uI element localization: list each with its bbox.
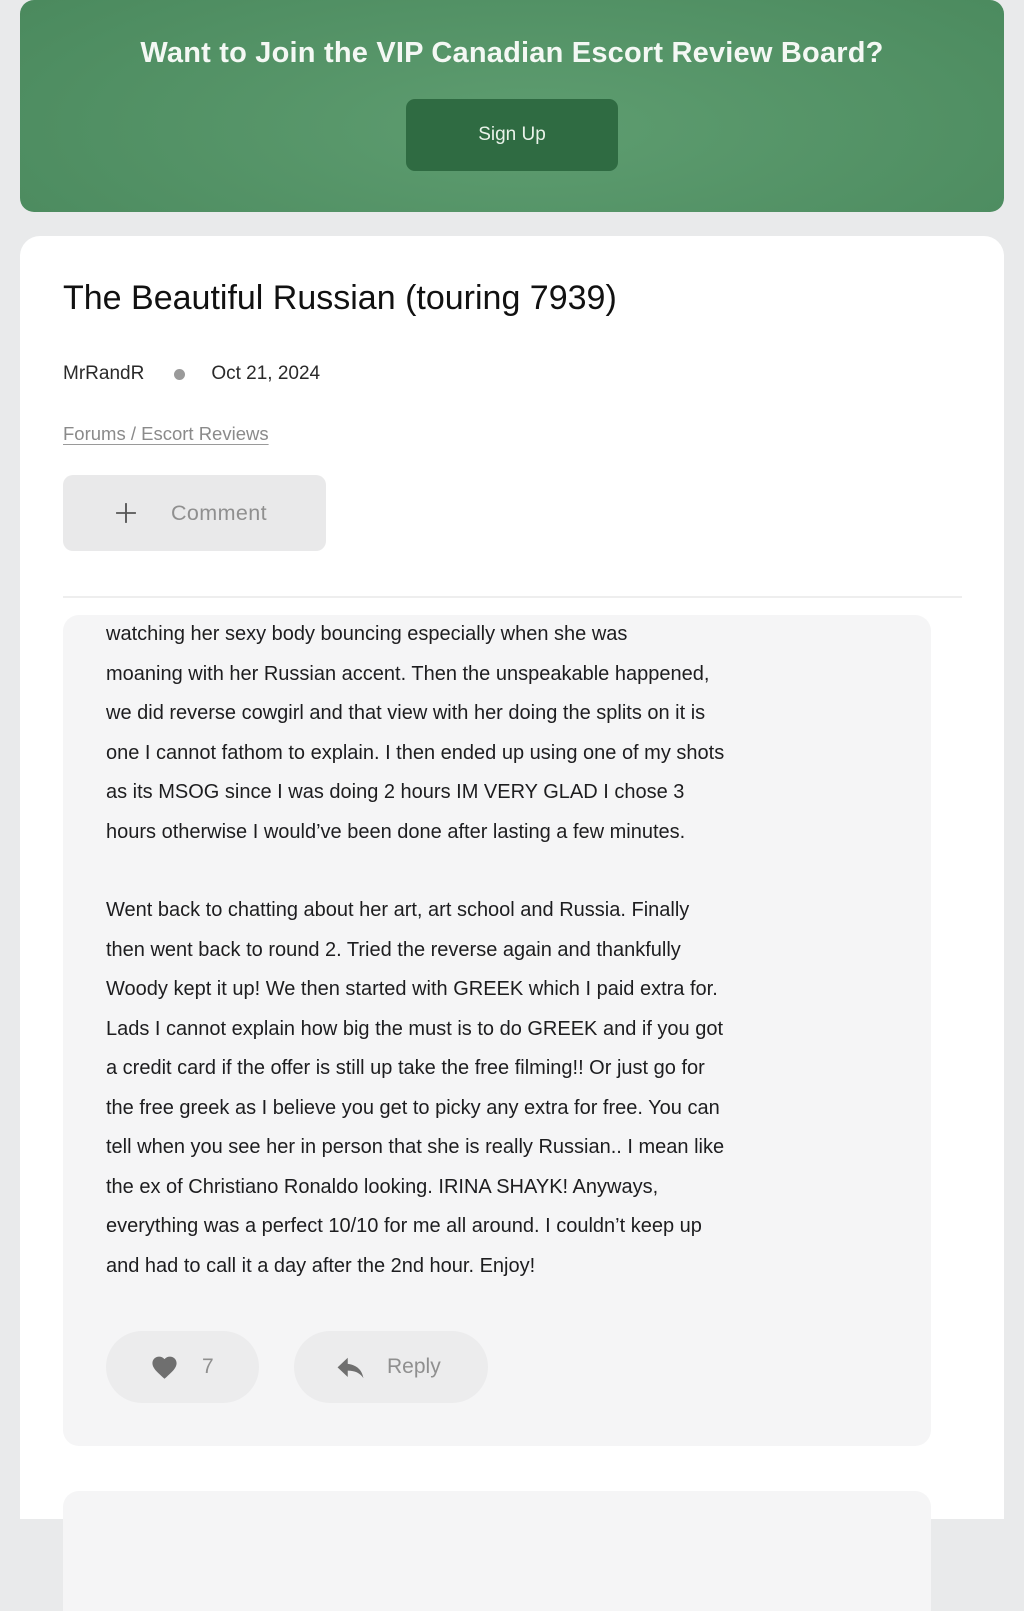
text-line: as its MSOG since I was doing 2 hours IM VERY GLAD I chose 3 [106, 781, 685, 803]
dot-separator-icon [174, 369, 185, 380]
vip-promo-banner [20, 0, 1004, 212]
reply-arrow-icon [334, 1353, 367, 1382]
text-line: everything was a perfect 10/10 for me all around. I couldn’t keep up [106, 1215, 702, 1237]
plus-icon [112, 499, 140, 527]
heart-icon [150, 1354, 179, 1381]
banner-title: Want to Join the VIP Canadian Escort Review Board? [140, 37, 884, 69]
text-line: then went back to round 2. Tried the reverse again and thankfully [106, 938, 681, 961]
breadcrumb-row [63, 423, 962, 447]
comment-paragraph-1 [106, 615, 901, 852]
clipped-text-line: watching her sexy body bouncing especially when she was [106, 623, 628, 645]
reply-button[interactable] [294, 1331, 488, 1403]
comment-actions [106, 1331, 901, 1403]
comment-paragraph-2 [106, 891, 901, 1286]
like-count: 7 [202, 1355, 214, 1378]
post-date: Oct 21, 2024 [211, 363, 321, 384]
text-line: one I cannot fathom to explain. I then ended up using one of my shots [106, 741, 725, 764]
sign-up-button[interactable]: Sign Up [406, 99, 618, 171]
text-line: the ex of Christiano Ronaldo looking. IRINA SHAYK! Anyways, [106, 1175, 659, 1198]
like-button[interactable] [106, 1331, 259, 1403]
text-line: moaning with her Russian accent. Then the unspeakable happened, [106, 662, 710, 685]
text-line: tell when you see her in person that she is really Russian.. I mean like [106, 1136, 725, 1158]
text-line: Woody kept it up! We then started with GREEK which I paid extra for. [106, 978, 718, 1000]
text-line: hours otherwise I would’ve been done after lasting a few minutes. [106, 820, 686, 843]
author-name[interactable]: MrRandR [63, 363, 145, 384]
breadcrumb[interactable]: Forums / Escort Reviews [63, 423, 269, 444]
post-meta [63, 362, 962, 386]
next-comment-card [63, 1491, 931, 1611]
text-line: a credit card if the offer is still up take the free filming!! Or just go for [106, 1057, 705, 1079]
thread-card [20, 236, 1004, 1519]
section-divider [63, 596, 962, 598]
reply-label: Reply [387, 1355, 441, 1378]
text-line: we did reverse cowgirl and that view with her doing the splits on it is [106, 702, 706, 724]
text-line: Lads I cannot explain how big the must is to do GREEK and if you got [106, 1017, 724, 1040]
paragraph-lines [106, 891, 901, 1286]
add-comment-button[interactable] [63, 475, 326, 551]
text-line: the free greek as I believe you get to picky any extra for free. You can [106, 1096, 720, 1119]
comment-body [106, 615, 901, 1286]
add-comment-label: Comment [171, 500, 267, 525]
paragraph-lines [106, 655, 901, 853]
page-title: The Beautiful Russian (touring 7939) [63, 279, 617, 317]
text-line: and had to call it a day after the 2nd hour. Enjoy! [106, 1254, 536, 1277]
comment-card [63, 615, 931, 1446]
text-line: Went back to chatting about her art, art school and Russia. Finally [106, 899, 690, 921]
